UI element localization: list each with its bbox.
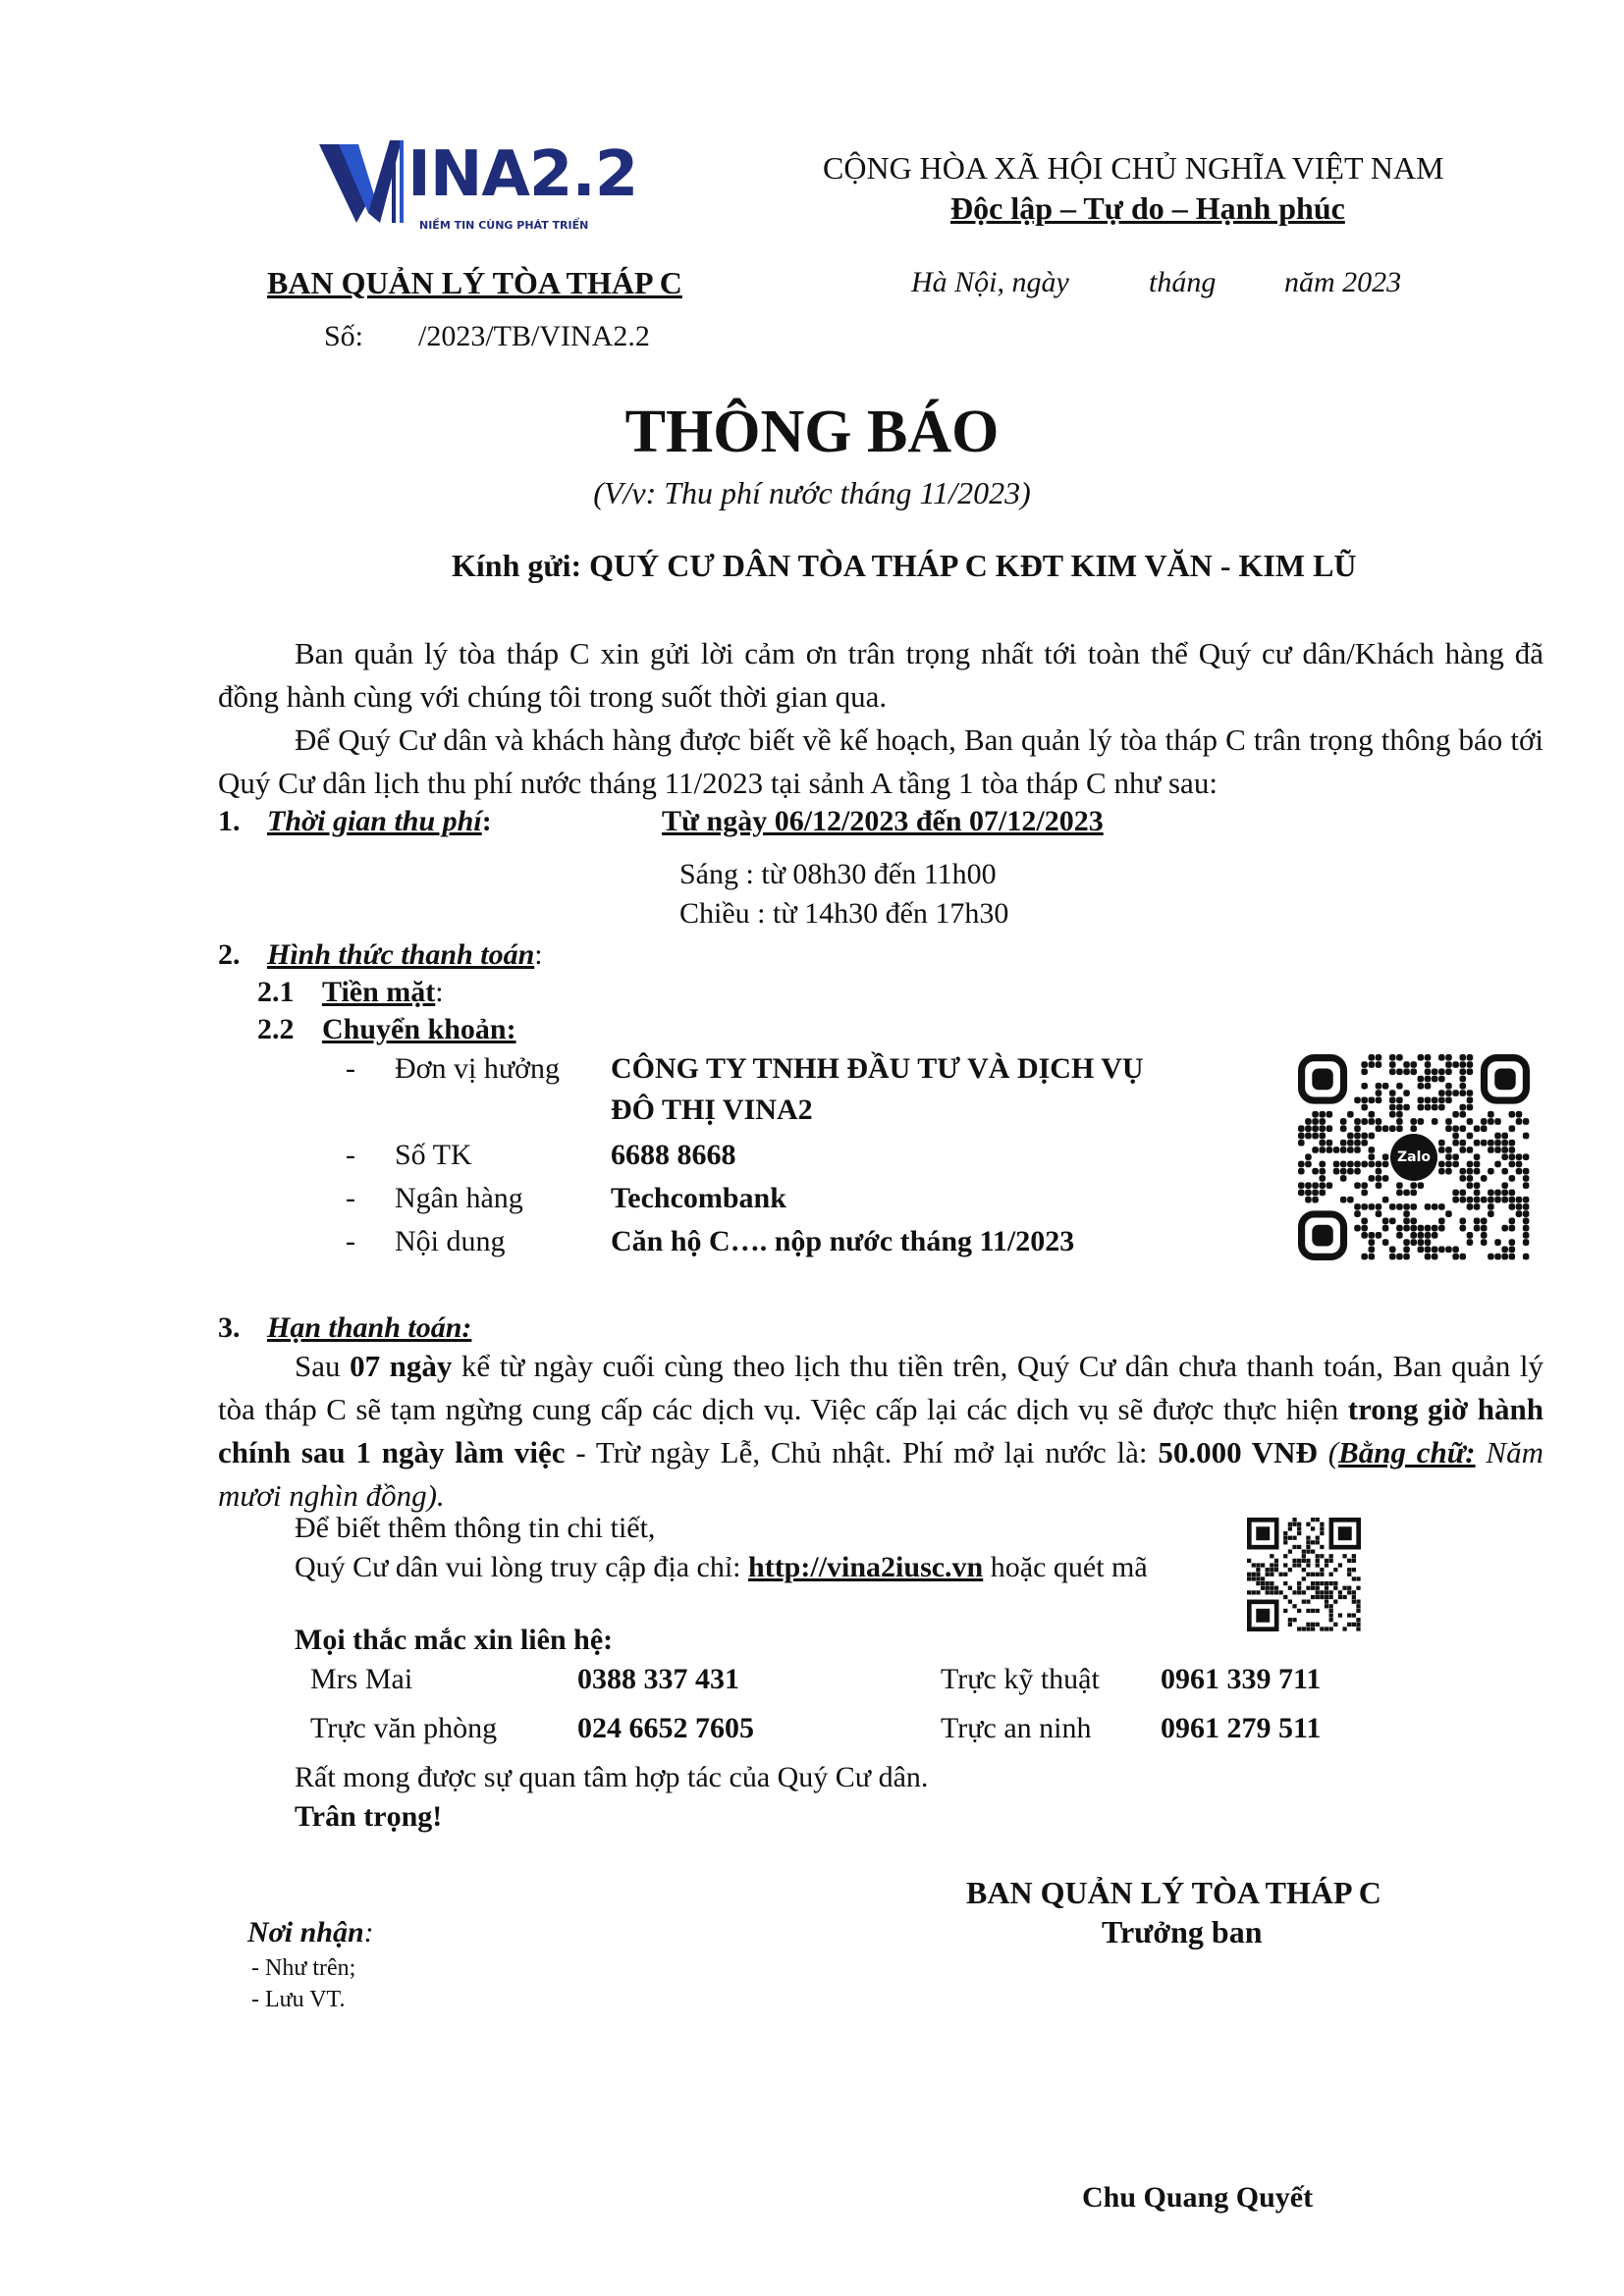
section1-morning: Sáng : từ 08h30 đến 11h00 bbox=[679, 858, 997, 890]
recipient-label: Kính gửi: bbox=[452, 548, 582, 583]
website-qr-graphic bbox=[1247, 1518, 1361, 1631]
closing-line2: Trân trọng! bbox=[295, 1800, 443, 1833]
date-month: tháng bbox=[1149, 266, 1217, 298]
section3-in-words: Năm mươi nghìn đồng). bbox=[218, 1435, 1543, 1513]
website-qr-code bbox=[1247, 1518, 1361, 1631]
document-subject: (V/v: Thu phí nước tháng 11/2023) bbox=[593, 475, 1031, 510]
nation-title: CỘNG HÒA XÃ HỘI CHỦ NGHĨA VIỆT NAM bbox=[823, 150, 1444, 186]
transfer-label-bank: Ngân hàng bbox=[395, 1182, 523, 1214]
transfer-dash-3: - bbox=[346, 1225, 355, 1257]
cash-num: 2.1 bbox=[257, 976, 295, 1008]
section1-value: Từ ngày 06/12/2023 đến 07/12/2023 bbox=[662, 805, 1104, 837]
section3-t5: - Trừ ngày Lễ, Chủ nhật. Phí mở lại nước là: bbox=[565, 1435, 1159, 1469]
logo-slogan: NIỀM TIN CÙNG PHÁT TRIỂN bbox=[419, 219, 589, 232]
transfer-dash-1: - bbox=[346, 1139, 355, 1171]
section3-days: 07 ngày bbox=[350, 1349, 453, 1383]
section2-heading bbox=[267, 938, 543, 972]
section1-afternoon: Chiều : từ 14h30 đến 17h30 bbox=[679, 897, 1009, 930]
info-line2 bbox=[295, 1551, 1148, 1584]
section2-colon: : bbox=[534, 938, 543, 971]
intro-p2: Để Quý Cư dân và khách hàng được biết về kế hoạch, Ban quản lý tòa tháp C trân trọng thông báo tới Quý Cư dân lịch thu phí nước tháng 11/2023 tại sảnh A tầng 1 tòa tháp C như sau: bbox=[218, 722, 1543, 800]
zalo-badge-text: Zalo bbox=[1396, 1149, 1431, 1165]
section3-t7: ( bbox=[1317, 1435, 1339, 1469]
signature-org: BAN QUẢN LÝ TÒA THÁP C bbox=[966, 1875, 1381, 1910]
intro-p1: Ban quản lý tòa tháp C xin gửi lời cảm ơn trân trọng nhất tới toàn thể Quý cư dân/Khách hàng đã đồng hành cùng với chúng tôi trong suốt thời gian qua. bbox=[218, 636, 1543, 714]
contact-phone-1: 0961 339 711 bbox=[1161, 1663, 1322, 1695]
recipient-item-1: - Lưu VT. bbox=[251, 1987, 346, 2012]
section3-t1: Sau bbox=[295, 1349, 351, 1383]
closing-line1: Rất mong được sự quan tâm hợp tác của Quý Cư dân. bbox=[295, 1761, 929, 1793]
section3-t3: kể từ ngày cuối cùng theo lịch thu tiền trên, Quý Cư dân chưa thanh toán, Ban quản lý tòa tháp C sẽ tạm ngừng cung cấp các dịch vụ. Việc cấp lại các dịch vụ sẽ được thực hiện bbox=[218, 1349, 1544, 1426]
zalo-qr-code bbox=[1298, 1054, 1530, 1260]
transfer-value-beneficiary-2: ĐÔ THỊ VINA2 bbox=[611, 1094, 813, 1126]
section1-colon: : bbox=[481, 805, 492, 837]
contact-phone-2: 024 6652 7605 bbox=[577, 1712, 754, 1744]
section3-in-words-label: Bằng chữ: bbox=[1338, 1435, 1476, 1469]
recipient-line bbox=[452, 548, 1357, 584]
transfer-label-account: Số TK bbox=[395, 1139, 472, 1171]
transfer-value-account: 6688 8668 bbox=[611, 1139, 736, 1171]
transfer-label: Chuyển khoản: bbox=[322, 1013, 516, 1045]
cash-colon: : bbox=[435, 976, 444, 1008]
transfer-value-beneficiary: CÔNG TY TNHH ĐẦU TƯ VÀ DỊCH VỤ bbox=[611, 1052, 1144, 1085]
logo-text: INA2.2 bbox=[407, 138, 638, 211]
vina-logo bbox=[319, 133, 638, 240]
contacts-heading: Mọi thắc mắc xin liên hệ: bbox=[295, 1624, 614, 1656]
cash-heading bbox=[322, 976, 444, 1009]
section1-num: 1. bbox=[218, 805, 241, 837]
info-line1: Để biết thêm thông tin chi tiết, bbox=[295, 1512, 656, 1544]
section1-heading bbox=[267, 805, 492, 838]
date-place: Hà Nội, ngày bbox=[911, 266, 1069, 298]
contact-phone-0: 0388 337 431 bbox=[577, 1663, 739, 1695]
section3-num: 3. bbox=[218, 1311, 241, 1344]
info-line2-pre: Quý Cư dân vui lòng truy cập địa chỉ: bbox=[295, 1551, 749, 1583]
contact-name-2: Trực văn phòng bbox=[310, 1712, 498, 1744]
contact-name-1: Trực kỹ thuật bbox=[941, 1663, 1100, 1695]
recipients-heading bbox=[247, 1916, 374, 1949]
document-title: THÔNG BÁO bbox=[624, 399, 1000, 465]
section3-label: Hạn thanh toán: bbox=[267, 1311, 472, 1344]
motto: Độc lập – Tự do – Hạnh phúc bbox=[950, 190, 1345, 226]
org-name: BAN QUẢN LÝ TÒA THÁP C bbox=[267, 265, 682, 300]
transfer-label-content: Nội dung bbox=[395, 1225, 506, 1257]
website-link[interactable]: http://vina2iusc.vn bbox=[748, 1551, 984, 1583]
doc-number-label: Số: bbox=[324, 320, 364, 352]
transfer-num: 2.2 bbox=[257, 1013, 295, 1045]
cash-label: Tiền mặt bbox=[322, 976, 436, 1008]
recipients-colon: : bbox=[363, 1916, 374, 1949]
recipients-label: Nơi nhận bbox=[247, 1916, 364, 1949]
recipient-item-0: - Như trên; bbox=[251, 1955, 356, 1981]
contact-phone-3: 0961 279 511 bbox=[1161, 1712, 1322, 1744]
info-line2-post: hoặc quét mã bbox=[983, 1551, 1148, 1583]
transfer-dash-0: - bbox=[346, 1052, 355, 1085]
section3-fee: 50.000 VNĐ bbox=[1158, 1435, 1318, 1469]
section2-label: Hình thức thanh toán bbox=[267, 938, 535, 971]
transfer-dash-2: - bbox=[346, 1182, 355, 1214]
recipient-value: QUÝ CƯ DÂN TÒA THÁP C KĐT KIM VĂN - KIM LŨ bbox=[589, 548, 1357, 583]
transfer-label-beneficiary: Đơn vị hưởng bbox=[395, 1052, 560, 1085]
zalo-badge bbox=[1390, 1134, 1437, 1181]
signature-name: Chu Quang Quyết bbox=[1082, 2181, 1314, 2214]
signature-role: Trưởng ban bbox=[1102, 1914, 1263, 1949]
contact-name-0: Mrs Mai bbox=[310, 1663, 413, 1695]
transfer-value-content: Căn hộ C…. nộp nước tháng 11/2023 bbox=[611, 1225, 1075, 1257]
doc-number: /2023/TB/VINA2.2 bbox=[418, 320, 650, 352]
contact-name-3: Trực an ninh bbox=[941, 1712, 1092, 1744]
transfer-value-bank: Techcombank bbox=[611, 1182, 786, 1214]
section2-num: 2. bbox=[218, 938, 241, 971]
section3-hours: trong giờ hành chính sau 1 ngày làm việc bbox=[218, 1392, 1543, 1469]
intro-paragraphs bbox=[218, 632, 1543, 805]
date-year: năm 2023 bbox=[1284, 266, 1402, 298]
section3-paragraph bbox=[218, 1345, 1543, 1518]
section1-label: Thời gian thu phí bbox=[267, 805, 482, 837]
